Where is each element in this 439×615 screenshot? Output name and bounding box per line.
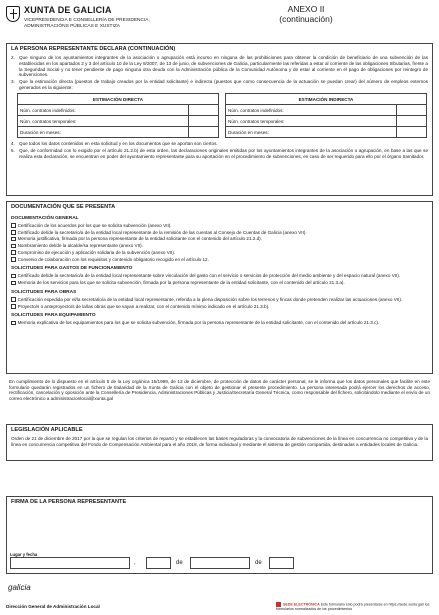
checkbox[interactable]: [11, 244, 16, 249]
group-heading: DOCUMENTACIÓN GENERAL: [11, 215, 79, 221]
galicia-logo: galicia: [8, 583, 31, 592]
group-heading: SOLICITUDES PARA OBRAS: [11, 289, 77, 295]
org-name: XUNTA DE GALICIA: [24, 5, 112, 15]
checkbox[interactable]: [11, 257, 16, 262]
declaration-item: 2. Que ninguno de los ayuntamientos integrantes de la asociación o agrupación está incurso en ninguna de las prohibiciones para obtener la condición de beneficiario de una subvención de las establecidas en los apartados 2 y 3 del artículo 10 de la Ley 9/2007, de 13 de junio, de subvenciones de Galicia, particularmente las referidas a estar al corriente de las obligaciones tributarias, frente a la Seguridad Social y no tener pendiente de pago ninguna otra deuda con la Administración pública de la Comunidad Autónoma y de estar al corriente en el pago de obligaciones por reintegro de subvenciones.: [11, 55, 428, 78]
direct-estimate-table: ESTIMACIÓN DIRECTA Núm. contratos indefinidos: Núm. contratos temporales: Duración en meses:: [17, 93, 219, 138]
doc-checkbox-row[interactable]: Certificado del/de la secretario/a de la entidad local representante sobre vinculación del gasto con el servicio o servicios de protección del medio ambiente y del espacio natural (anexo VII).: [7, 273, 432, 279]
doc-checkbox-row[interactable]: Proyecto/s o anteproyecto/s de la/las obras que se vayan a realizar, con el contenido mínimo indicado en el artículo 21.3.b).: [7, 304, 432, 310]
section-title: DOCUMENTACIÓN QUE SE PRESENTA: [11, 204, 116, 210]
legislation-text: Orden de 21 de diciembre de 2017 por la que se regulan los criterios de reparto y se establecen las bases reguladoras y la convocatoria de subvenciones de la línea en concurrencia no competitiva y de la línea en concurrencia competitiva del Fondo de Compensación Ambiental para el año 2018, de forma individual y mediante el sistema de gestión compartida, destinadas a entidades locales de Galicia.: [11, 436, 428, 447]
doc-checkbox-row[interactable]: Memoria explicativa de los equipamientos para los que se solicita subvención, firmada por la persona representante de la entidad solicitante, con el contenido del artículo 21.3.c).: [7, 320, 432, 326]
place-field[interactable]: [10, 557, 130, 569]
place-date-label: Lugar y fecha: [10, 552, 38, 557]
doc-checkbox-row[interactable]: Convenio de colaboración con los requisitos y contenido obligatorio recogido en el artículo 12.: [7, 257, 432, 263]
date-separator: ,: [134, 560, 136, 566]
doc-checkbox-row[interactable]: Memoria de los servicios para los que se solicita subvención, firmada por la persona representante de la entidad solicitante, con el contenido del artículo 21.3.a).: [7, 280, 432, 286]
doc-checkbox-row[interactable]: Certificación de los acuerdos por los que se solicita subvención (anexo VII).: [7, 223, 432, 229]
direct-duration-field[interactable]: [189, 127, 219, 138]
year-field[interactable]: [269, 557, 294, 569]
group-heading: SOLICITUDES PARA EQUIPAMIENTO: [11, 313, 96, 319]
documentation-section: [6, 201, 433, 374]
doc-checkbox-row[interactable]: Certificación expedida por el/la secretario/a de la entidad local representante, referida a la plena disposición sobre los terrenos y fincas donde pretenden realizar las actuaciones (anexo VII).: [7, 297, 432, 303]
department-name: VICEPRESIDENCIA E CONSELLERÍA DE PRESIDENCIA, ADMINISTRACIÓNS PÚBLICAS E XUSTIZA: [24, 18, 150, 29]
declaration-item: 5. Que, de conformidad con lo exigido por el artículo 21.2.b) de esta orden, las declaraciones originales emitidas por los ayuntamientos integrantes de la asociación o agrupación, en base a las que se realiza esta declaración, se encuentran en poder del ayuntamiento representante para su aportación en el procedimiento de subvenciones, en caso de ser requerido para ello por el órgano tramitador.: [11, 148, 428, 160]
checkbox[interactable]: [11, 304, 16, 309]
declaration-item: 3. Que la estimación directa (puestos de trabajo creados por la entidad solicitante) e indirecta (puestos que como consecuencia de la actuación se puedan crear) del número de empleos externos generados es la siguiente:: [11, 79, 428, 90]
indirect-estimate-table: ESTIMACIÓN INDIRECTA Núm. contratos indefinidos: Núm. contratos temporales: Duración en meses:: [225, 93, 427, 138]
checkbox[interactable]: [11, 321, 16, 326]
employment-tables: [7, 90, 432, 138]
indirect-temporary-field[interactable]: [397, 116, 427, 127]
declaration-item: 4. Que todos los datos contenidos en esta solicitud y en los documentos que se aportan son ciertos.: [11, 141, 218, 147]
checkbox[interactable]: [11, 237, 16, 242]
checkbox[interactable]: [11, 250, 16, 255]
checkbox[interactable]: [11, 281, 16, 286]
doc-checkbox-row[interactable]: Nombramiento del/de la alcalde/sa representante (anexo VII).: [7, 243, 432, 249]
indirect-duration-field[interactable]: [397, 127, 427, 138]
xunta-shield-icon: [6, 6, 20, 22]
doc-checkbox-row[interactable]: Compromiso de ejecución y aplicación solidaria de la subvención (anexo VII).: [7, 250, 432, 256]
section-title: LA PERSONA REPRESENTANTE DECLARA (CONTINUACIÓN): [11, 46, 176, 52]
annex-title: ANEXO II (continuación): [279, 4, 333, 24]
checkbox[interactable]: [11, 223, 16, 228]
day-field[interactable]: [146, 557, 171, 569]
doc-checkbox-row[interactable]: Certificado del/de la secretario/a de la entidad local representante de la remisión de las cuentas al Consejo de Cuentas de Galicia (anexo VII).: [7, 230, 432, 236]
checkbox[interactable]: [11, 274, 16, 279]
declara-section: [6, 43, 433, 196]
footer-sede-note: SEDE ELECTRÓNICA Este formulario sólo podrá presentarse en https://sede.xunta.gal/ los formularios normalizados de los procedimientos: [276, 602, 430, 611]
date-separator: de: [255, 560, 262, 566]
month-field[interactable]: [190, 557, 250, 569]
checkbox[interactable]: [11, 297, 16, 302]
checkbox[interactable]: [11, 230, 16, 235]
doc-checkbox-row[interactable]: Memoria justificativa, firmada por la persona representante de la entidad solicitante con el contenido del artículo 21.2.d).: [7, 236, 432, 242]
legislation-section: [6, 424, 433, 461]
footer-department: Dirección General de Administración Local: [6, 604, 100, 609]
date-separator: de: [176, 560, 183, 566]
direct-indefinite-field[interactable]: [189, 105, 219, 116]
direct-temporary-field[interactable]: [189, 116, 219, 127]
section-title: LEGISLACIÓN APLICABLE: [11, 427, 83, 433]
section-title: FIRMA DE LA PERSONA REPRESENTANTE: [11, 499, 127, 505]
indirect-indefinite-field[interactable]: [397, 105, 427, 116]
group-heading: SOLICITUDES PARA GASTOS DE FUNCIONAMIENTO: [11, 266, 133, 272]
page-header: [6, 5, 433, 35]
privacy-notice: En cumplimiento de lo dispuesto en el artículo 5 de la Ley orgánica 15/1999, de 13 de diciembre, de protección de datos de carácter personal, se le informa que los datos personales que facilite en este formulario quedarán registrados en un fichero de titularidad de la Xunta de Galicia con el objeto de gestionar el presente procedimiento. La persona interesada podrá ejercer los derechos de acceso, rectificación, cancelación y oposición ante la Consellería de Presidencia, Administraciones Públicas y Justicia/Secretaría General Técnica, como responsable del fichero, solicitándolo mediante el envío de un correo electrónico a administracionlocal@xunta.gal: [9, 379, 430, 401]
